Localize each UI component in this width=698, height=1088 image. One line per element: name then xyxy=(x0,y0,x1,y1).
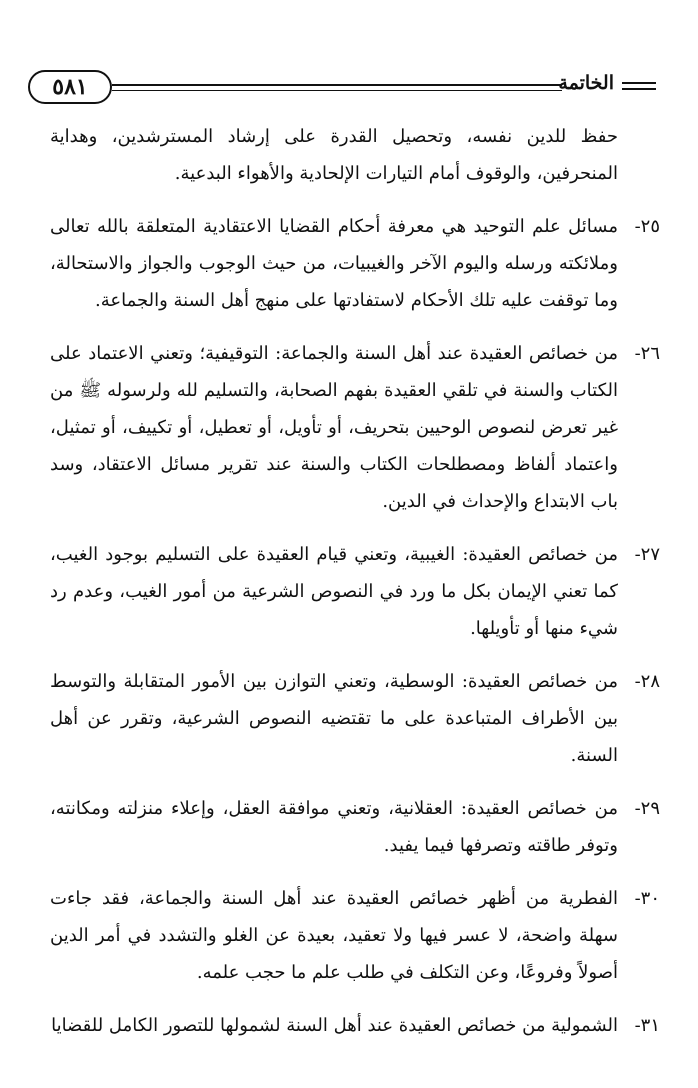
list-item xyxy=(50,335,660,520)
header-rule-thin xyxy=(112,90,562,91)
header-ornament xyxy=(622,82,656,94)
item-number: ٢٨- xyxy=(634,671,660,692)
list-item xyxy=(50,663,660,774)
item-number: ٣٠- xyxy=(634,888,660,909)
header-rule xyxy=(112,84,562,86)
list-item xyxy=(50,1007,660,1044)
item-text: من خصائص العقيدة: العقلانية، وتعني موافقة العقل، وإعلاء منزلته ومكانته، وتوفر طاقته وتصرفها فيما يفيد. xyxy=(50,798,618,856)
item-text: الفطرية من أظهر خصائص العقيدة عند أهل السنة والجماعة، فقد جاءت سهلة واضحة، لا عسر فيها ولا تعقيد، بعيدة عن الغلو والتشدد في أمر الدين أصولاً وفروعًا، وعن التكلف في طلب علم ما حجب علمه. xyxy=(50,888,618,983)
chapter-title: الخاتمة xyxy=(558,72,614,94)
list-item xyxy=(50,208,660,319)
item-number: ٢٦- xyxy=(634,343,660,364)
intro-paragraph: حفظ للدين نفسه، وتحصيل القدرة على إرشاد المسترشدين، وهداية المنحرفين، والوقوف أمام التيارات الإلحادية والأهواء البدعية. xyxy=(50,126,618,184)
item-text: من خصائص العقيدة عند أهل السنة والجماعة: التوقيفية؛ وتعني الاعتماد على الكتاب والسنة في تلقي العقيدة بفهم الصحابة، والتسليم لله ولرسوله ﷺ من غير تعرض لنصوص الوحيين بتحريف، أو تأويل، أو تعطيل، أو تكييف، أو تمثيل، واعتماد ألفاظ ومصطلحات الكتاب والسنة عند تقرير مسائل الاعتقاد، وسد باب الابتداع والإحداث في الدين. xyxy=(50,343,618,512)
list-item xyxy=(50,536,660,647)
list-item xyxy=(50,880,660,991)
item-number: ٢٥- xyxy=(634,216,660,237)
item-text: مسائل علم التوحيد هي معرفة أحكام القضايا الاعتقادية المتعلقة بالله تعالى وملائكته ورسله واليوم الآخر والغيبيات، من حيث الوجوب والجواز والاستحالة، وما توقفت عليه تلك الأحكام لاستفادتها على منهج أهل السنة والجماعة. xyxy=(50,216,618,311)
item-text: من خصائص العقيدة: الغيبية، وتعني قيام العقيدة على التسليم بوجود الغيب، كما تعني الإيمان بكل ما ورد في النصوص الشرعية من أمور الغيب، وعدم رد شيء منها أو تأويلها. xyxy=(50,544,618,639)
item-number: ٢٩- xyxy=(634,798,660,819)
list-item xyxy=(50,790,660,864)
page-body xyxy=(50,118,660,1060)
item-text: الشمولية من خصائص العقيدة عند أهل السنة لشمولها للتصور الكامل للقضايا xyxy=(51,1015,618,1036)
item-number: ٢٧- xyxy=(634,544,660,565)
item-number: ٣١- xyxy=(634,1015,660,1036)
page-header xyxy=(28,68,656,108)
item-text: من خصائص العقيدة: الوسطية، وتعني التوازن بين الأمور المتقابلة والتوسط بين الأطراف المتباعدة على ما تقتضيه النصوص الشرعية، وتقرر عن أهل السنة. xyxy=(50,671,618,766)
page-number: ٥٨١ xyxy=(28,70,112,104)
